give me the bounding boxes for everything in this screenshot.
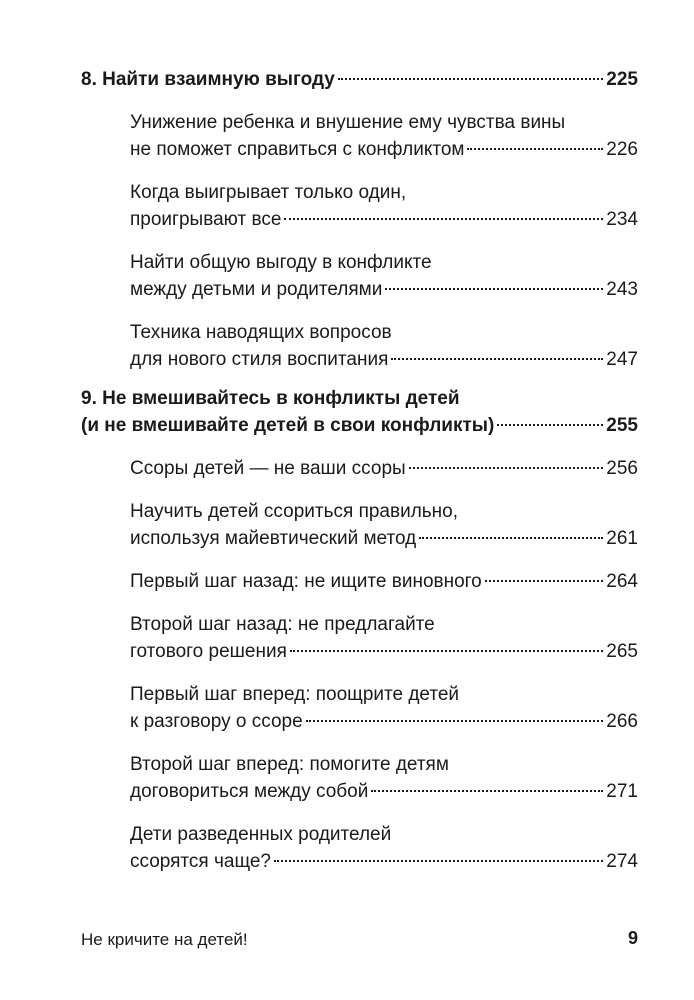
toc-page-number: 261	[606, 528, 638, 549]
toc-entry-text: Ссоры детей — не ваши ссоры	[130, 458, 406, 479]
toc-line	[81, 412, 638, 439]
toc-section[interactable]	[81, 249, 638, 303]
toc-entry-text: Второй шаг вперед: помогите детям	[130, 754, 449, 775]
toc-entry-text: проигрывают все	[130, 209, 282, 230]
toc-line	[81, 249, 638, 276]
toc-line	[81, 708, 638, 735]
toc-entry-text: ссорятся чаще?	[130, 851, 271, 872]
toc-entry-text: Найти общую выгоду в конфликте	[130, 252, 432, 273]
toc-line	[81, 821, 638, 848]
toc-entry-text: к разговору о ссоре	[130, 711, 303, 732]
toc-line	[81, 525, 638, 552]
toc-entry-text: Первый шаг вперед: поощрите детей	[130, 684, 460, 705]
toc-entry-text: Научить детей ссориться правильно,	[130, 501, 459, 522]
dot-leader	[306, 720, 604, 722]
toc-entry-text: 9. Не вмешивайтесь в конфликты детей	[81, 388, 460, 409]
toc-line	[81, 848, 638, 875]
toc-page-number: 247	[606, 349, 638, 370]
toc-entry-text: Первый шаг назад: не ищите виновного	[130, 571, 482, 592]
toc-entry-text: для нового стиля воспитания	[130, 349, 389, 370]
toc-entry-text: договориться между собой	[130, 781, 369, 802]
toc-line	[81, 179, 638, 206]
toc-entry-text: Унижение ребенка и внушение ему чувства вины	[130, 112, 566, 133]
toc-section[interactable]	[81, 455, 638, 482]
toc-entry-text: Второй шаг назад: не предлагайте	[130, 614, 435, 635]
toc-section[interactable]	[81, 568, 638, 595]
toc-entry-text: готового решения	[130, 641, 287, 662]
toc-line	[81, 568, 638, 595]
toc-entry-text: используя майевтический метод	[130, 528, 417, 549]
toc-page-number: 265	[606, 641, 638, 662]
dot-leader	[391, 358, 603, 360]
toc-line	[81, 276, 638, 303]
toc-line	[81, 611, 638, 638]
toc-page-number: 255	[606, 415, 638, 436]
dot-leader	[338, 78, 603, 80]
dot-leader	[284, 218, 603, 220]
toc-chapter[interactable]	[81, 385, 638, 439]
toc-entry-text: (и не вмешивайте детей в свои конфликты)	[81, 415, 495, 436]
toc-line	[81, 385, 638, 412]
toc-line	[81, 455, 638, 482]
toc-line	[81, 136, 638, 163]
toc-section[interactable]	[81, 109, 638, 163]
toc-section[interactable]	[81, 751, 638, 805]
toc-chapter[interactable]	[81, 66, 638, 93]
dot-leader	[419, 537, 603, 539]
toc-entry-text: Когда выигрывает только один,	[130, 182, 407, 203]
toc-section[interactable]	[81, 179, 638, 233]
dot-leader	[290, 650, 603, 652]
toc-section[interactable]	[81, 611, 638, 665]
toc-entry-text: 8. Найти взаимную выгоду	[81, 69, 335, 90]
toc-line	[81, 751, 638, 778]
dot-leader	[409, 467, 604, 469]
toc-section[interactable]	[81, 319, 638, 373]
toc-page-number: 266	[606, 711, 638, 732]
dot-leader	[467, 148, 603, 150]
toc-page-number: 271	[606, 781, 638, 802]
running-footer-title: Не кричите на детей!	[81, 930, 248, 949]
toc-page-number: 234	[606, 209, 638, 230]
toc-entry-text: не поможет справиться с конфликтом	[130, 139, 465, 160]
dot-leader	[385, 288, 603, 290]
toc-entry-text: Техника наводящих вопросов	[130, 322, 392, 343]
toc-entry-text: между детьми и родителями	[130, 279, 383, 300]
dot-leader	[371, 790, 603, 792]
toc-section[interactable]	[81, 681, 638, 735]
toc-line	[81, 498, 638, 525]
toc-page-number: 264	[606, 571, 638, 592]
dot-leader	[274, 860, 603, 862]
toc-page-number: 225	[606, 69, 638, 90]
table-of-contents	[81, 66, 638, 875]
toc-line	[81, 681, 638, 708]
dot-leader	[485, 580, 604, 582]
toc-page-number: 243	[606, 279, 638, 300]
toc-page-number: 274	[606, 851, 638, 872]
page-number: 9	[627, 928, 638, 948]
toc-page-number: 226	[606, 139, 638, 160]
toc-line	[81, 638, 638, 665]
toc-section[interactable]	[81, 821, 638, 875]
dot-leader	[497, 424, 603, 426]
toc-line	[81, 109, 638, 136]
toc-line	[81, 346, 638, 373]
toc-line	[81, 66, 638, 93]
toc-line	[81, 778, 638, 805]
toc-entry-text: Дети разведенных родителей	[130, 824, 392, 845]
toc-page-number: 256	[606, 458, 638, 479]
toc-line	[81, 319, 638, 346]
toc-section[interactable]	[81, 498, 638, 552]
toc-line	[81, 206, 638, 233]
